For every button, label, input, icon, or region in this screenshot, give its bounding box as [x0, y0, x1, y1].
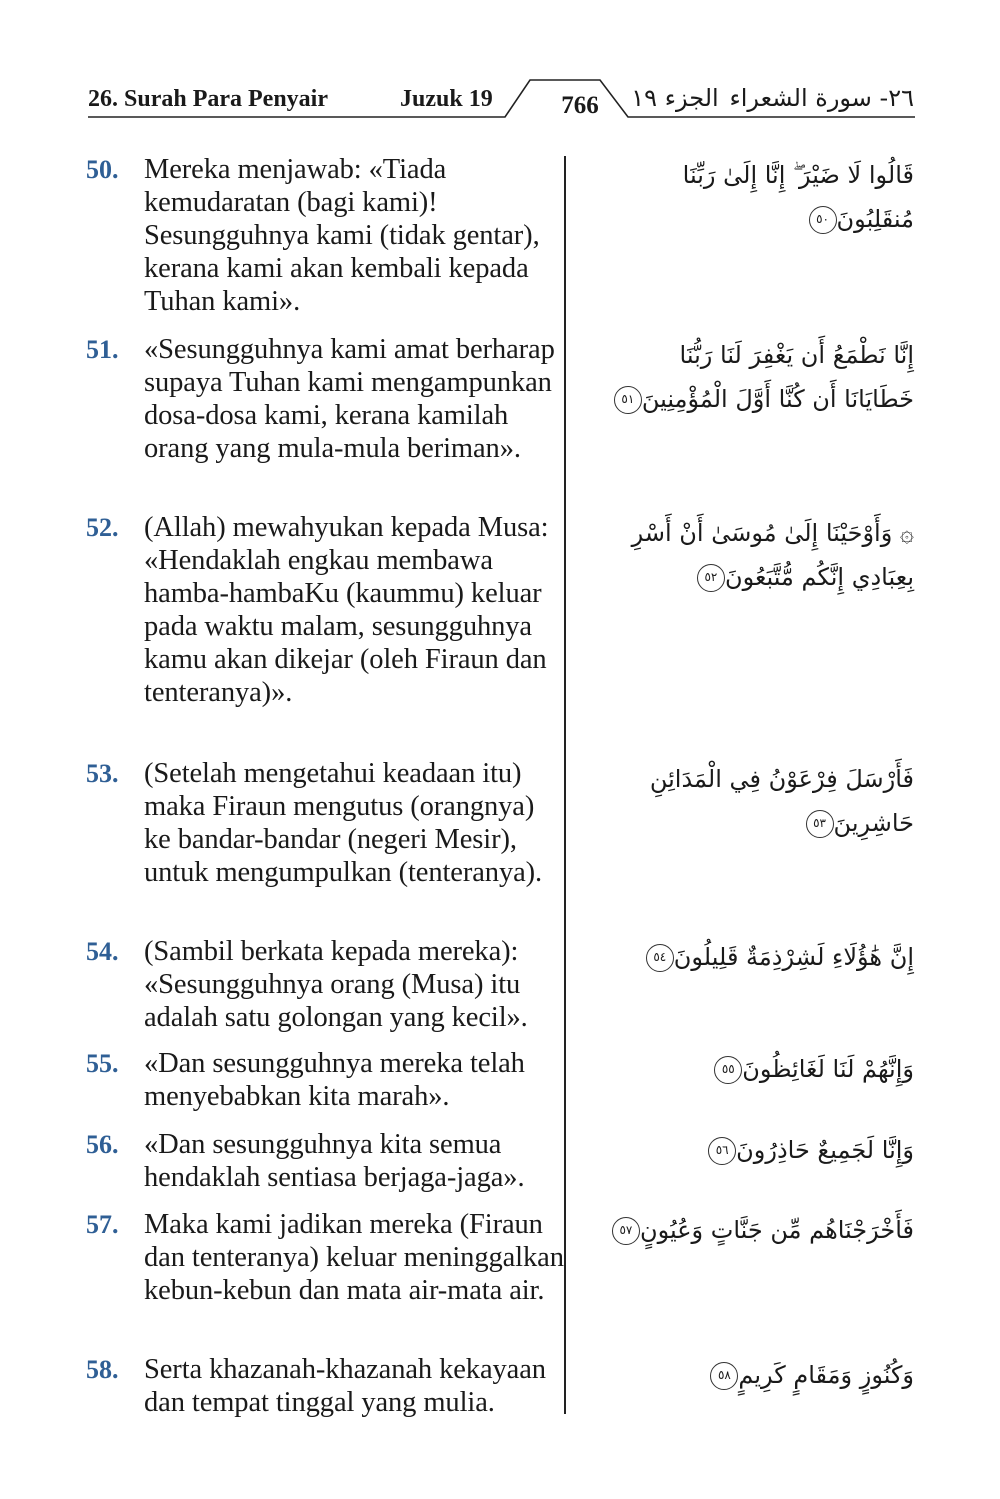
verse-number: 51.: [86, 335, 119, 364]
verse-translation: Maka kami jadikan mereka (Firaun dan tenteranya) keluar meninggalkan kebun-kebun dan mata air-mata air.: [144, 1209, 564, 1306]
surah-title-left: 26. Surah Para Penyair: [88, 86, 328, 112]
verse-translation: (Allah) mewahyukan kepada Musa: «Hendaklah engkau membawa hamba-hambaKu (kaummu) keluar pada waktu malam, sesungguhnya kamu akan dikejar (oleh Firaun dan tenteranya)».: [144, 512, 549, 708]
verse-arabic: [604, 1208, 914, 1252]
verse-number: 57.: [86, 1210, 119, 1239]
verse-translation: Mereka menjawab: «Tiada kemudaratan (bagi kami)! Sesungguhnya kami (tidak gentar), kerana kami akan kembali kepada Tuhan kami».: [144, 154, 540, 317]
ayah-marker: ٥١: [614, 386, 642, 414]
juzuk-label-right: الجزء ١٩: [631, 84, 719, 112]
verse-translation: (Sambil berkata kepada mereka): «Sesungguhnya orang (Musa) itu adalah satu golongan yang kecil».: [144, 936, 528, 1033]
surah-title-right: ٢٦- سورة الشعراء: [729, 84, 914, 112]
column-divider: [564, 156, 566, 1414]
arabic-text: ۞ وَأَوْحَيْنَا إِلَىٰ مُوسَىٰ أَنْ أَسْرِ بِعِبَادِي إِنَّكُم مُّتَّبَعُونَ: [631, 519, 914, 591]
ayah-marker: ٥٧: [612, 1217, 640, 1245]
verse-translation: «Dan sesungguhnya kita semua hendaklah sentiasa berjaga-jaga».: [144, 1129, 525, 1193]
verse-number: 54.: [86, 937, 119, 966]
verse-arabic: [604, 333, 914, 421]
verse-arabic: [604, 935, 914, 979]
arabic-text: فَأَخْرَجْنَاهُم مِّن جَنَّاتٍ وَعُيُونٍ: [639, 1216, 914, 1244]
verse-translation: Serta khazanah-khazanah kekayaan dan tempat tinggal yang mulia.: [144, 1354, 546, 1418]
verse-number: 56.: [86, 1130, 119, 1159]
ayah-marker: ٥٣: [806, 810, 834, 838]
ayah-marker: ٥٤: [646, 944, 674, 972]
verse-number: 58.: [86, 1355, 119, 1384]
verse-translation: (Setelah mengetahui keadaan itu) maka Firaun mengutus (orangnya) ke bandar-bandar (negeri Mesir), untuk mengumpulkan (tenteranya).: [144, 758, 543, 888]
ayah-marker: ٥٦: [708, 1137, 736, 1165]
ayah-marker: ٥٢: [697, 564, 725, 592]
verse-arabic: [604, 1128, 914, 1172]
ayah-marker: ٥٥: [714, 1056, 742, 1084]
arabic-text: إِنَّ هَٰؤُلَاءِ لَشِرْذِمَةٌ قَلِيلُونَ: [673, 943, 914, 971]
verse-arabic: [604, 1353, 914, 1397]
verse-arabic: [604, 511, 914, 599]
arabic-text: قَالُوا لَا ضَيْرَ ۖ إِنَّا إِلَىٰ رَبِّنَا مُنقَلِبُونَ: [682, 161, 914, 233]
verse-translation: «Dan sesungguhnya mereka telah menyebabkan kita marah».: [144, 1048, 525, 1112]
ayah-marker: ٥٨: [710, 1362, 738, 1390]
arabic-text: إِنَّا نَطْمَعُ أَن يَغْفِرَ لَنَا رَبُّنَا خَطَايَانَا أَن كُنَّا أَوَّلَ الْمُؤْمِنِينَ: [641, 341, 914, 413]
verse-number: 55.: [86, 1049, 119, 1078]
verse-number: 52.: [86, 513, 119, 542]
juzuk-label-left: Juzuk 19: [400, 86, 493, 112]
verse-number: 50.: [86, 155, 119, 184]
verse-arabic: [604, 757, 914, 845]
verse-arabic: [604, 153, 914, 241]
verse-number: 53.: [86, 759, 119, 788]
arabic-text: وَكُنُوزٍ وَمَقَامٍ كَرِيمٍ: [738, 1361, 914, 1389]
page-number: 766: [561, 92, 599, 119]
verse-translation: «Sesungguhnya kami amat berharap supaya Tuhan kami mengampunkan dosa-dosa kami, kerana kamilah orang yang mula-mula beriman».: [144, 334, 555, 464]
verse-arabic: [604, 1047, 914, 1091]
arabic-text: وَإِنَّا لَجَمِيعٌ حَاذِرُونَ: [736, 1136, 914, 1164]
ayah-marker: ٥٠: [809, 206, 837, 234]
page-header: [0, 0, 1000, 130]
arabic-text: وَإِنَّهُمْ لَنَا لَغَائِظُونَ: [742, 1055, 914, 1083]
arabic-text: فَأَرْسَلَ فِرْعَوْنُ فِي الْمَدَائِنِ حَاشِرِينَ: [649, 765, 914, 837]
